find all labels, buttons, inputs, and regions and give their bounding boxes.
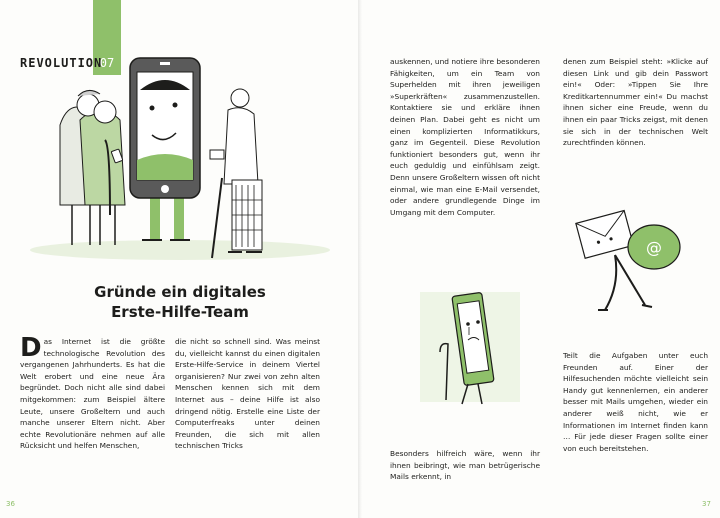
left-column-2 <box>175 336 320 452</box>
title-line-1: Gründe ein digitales <box>94 283 266 301</box>
phone-character <box>130 58 200 240</box>
chapter-number: 07 <box>99 56 115 70</box>
left-column-2-text: die nicht so schnell sind. Was meinst du, vielleicht kannst du einen digitalen Erste-Hilfe-Service in deinem Viertel organisieren? Nur zwei von zehn alten Menschen kennen sich mit dem Internet aus – deine Hilfe ist also dringend nötig. Erstelle eine Liste der Computerfreaks unter deinen Freunden, die sich mit allen technischen Tricks <box>175 337 320 451</box>
right-column-2-top <box>563 56 708 149</box>
right-column-1-bottom <box>390 448 540 483</box>
page-number-right: 37 <box>702 500 711 508</box>
left-column-1 <box>20 333 165 452</box>
chapter-label: REVOLUTION <box>20 56 103 70</box>
book-gutter <box>358 0 362 518</box>
elderly-man <box>210 89 262 258</box>
right-column-2-bottom-text: Teilt die Aufgaben unter euch Freunden auf. Einer der Hilfesuchenden möchte vielleicht sein Handy gut kennenlernen, ein anderer besser mit Mails umgehen, wieder ein anderer weiß nicht, wie er Informationen im Internet finden kann … Für jede dieser Fragen sollte einer von euch bereitstehen. <box>563 351 708 453</box>
ground-shadow <box>30 240 330 260</box>
illustration-phone-and-elderly <box>0 0 360 280</box>
left-column-1-text: as Internet ist die größte technologische Revolution des vergangenen Jahrhunderts. Es hat die Welt erobert und eine neue Ära begründet. Doch nicht alle sind dabei mitgekommen: zum Beispiel ältere Leute, unsere Großeltern und auch manche unserer Eltern nicht. Aber echte Revolutionäre nehmen auf alle Rücksicht und helfen Menschen, <box>20 337 165 451</box>
right-column-1-top-text: auskennen, und notiere ihre besonderen Fähigkeiten, um ein Team von Superhelden mit ihren jeweiligen »Superkräften« zusammenzustellen. Kontaktiere sie und erkläre ihnen deinen Plan. Dabei geht es nicht um einen komplizierten Informatikkurs, ganz im Gegenteil. Diese Revolution funktioniert besonders gut, wenn ihr euch geduldig und einfühlsam zeigt. Denn unsere Großeltern wissen oft nicht einmal, wie man eine E-Mail versendet, oder andere grundlegende Dinge im Umgang mit dem Computer. <box>390 57 540 217</box>
right-column-1-bottom-text: Besonders hilfreich wäre, wenn ihr ihnen beibringt, wie man betrügerische Mails erkennt, in <box>390 449 540 482</box>
illustration-crying-phone <box>420 292 530 412</box>
at-symbol-icon: @ <box>646 238 662 257</box>
drop-cap: D <box>20 333 42 363</box>
right-column-2-top-text: denen zum Beispiel steht: »Klicke auf diesen Link und gib dein Passwort ein!« Oder: »Tippen Sie Ihre Kreditkartennummer ein!« Du machst ihnen sicher eine Freude, wenn du ihnen ein paar Tricks zeigst, mit denen sie sich in der technischen Welt zurechtfinden können. <box>563 57 708 148</box>
right-column-1-top <box>390 56 540 218</box>
elderly-women <box>60 90 125 245</box>
right-column-2-bottom <box>563 350 708 454</box>
illustration-envelope-thief <box>570 195 710 325</box>
right-page <box>360 0 720 518</box>
page-title <box>60 282 300 322</box>
title-line-2: Erste-Hilfe-Team <box>111 303 249 321</box>
page-number-left: 36 <box>6 500 15 508</box>
